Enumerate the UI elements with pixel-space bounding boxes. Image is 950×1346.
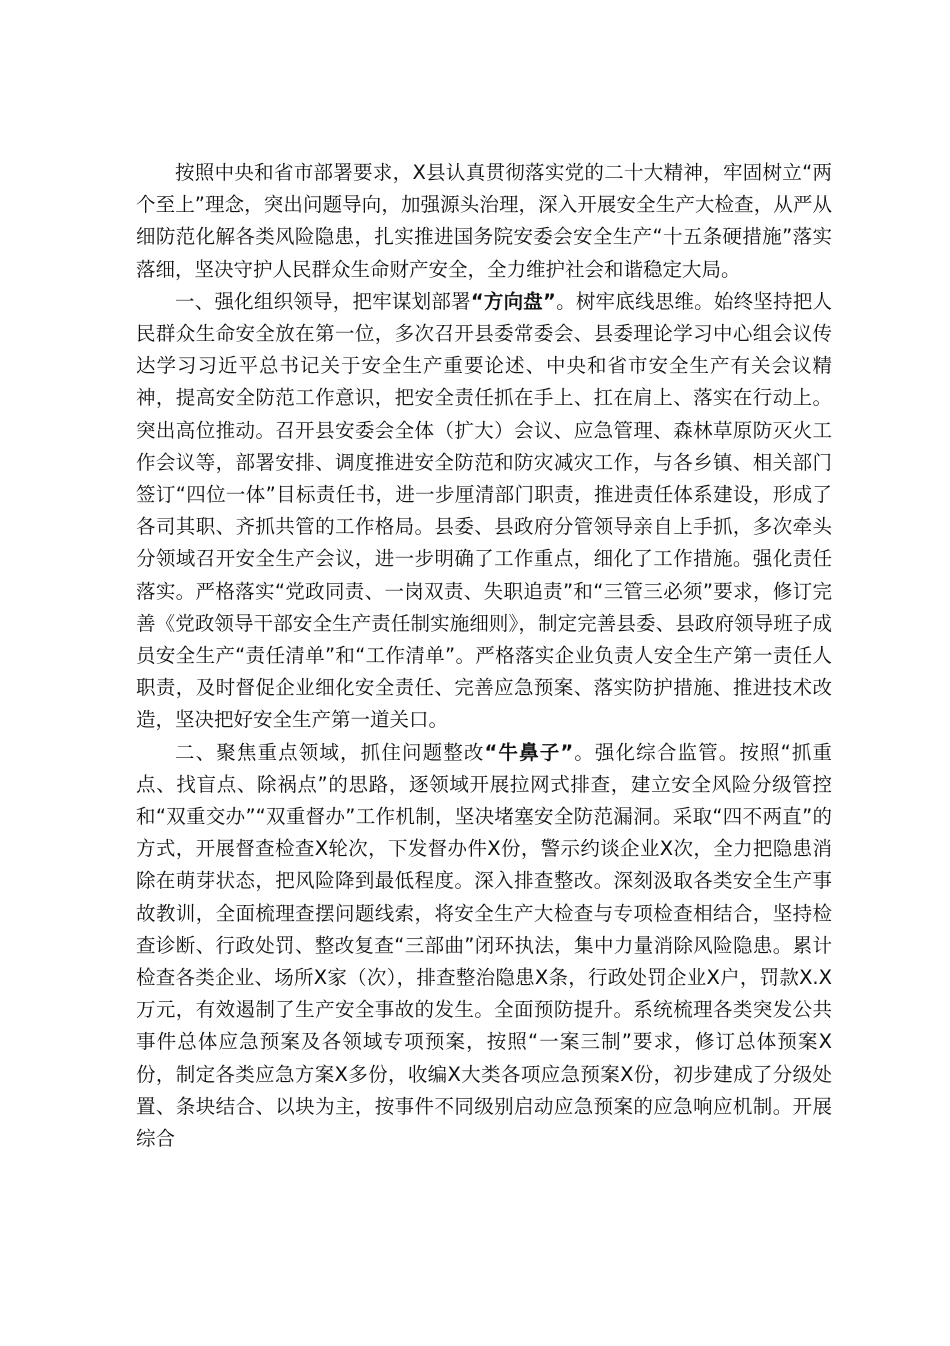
intro-text: 按照中央和省市部署要求，X县认真贯彻落实党的二十大精神，牢固树立“两个至上”理念，突出问题导向，加强源头治理，深入开展安全生产大检查，从严从细防范化解各类风险隐患，扎实推进国务院安委会安全生产“十五条硬措施”落实落细，坚决守护人民群众生命财产安全，全力维护社会和谐稳定大局。 (136, 161, 832, 281)
section-1-heading: 一、强化组织领导，把牢谋划部署 (175, 289, 471, 313)
section-2-body: 强化综合监管。按照“抓重点、找盲点、除祸点”的思路，逐领域开展拉网式排查，建立安全风险分级管控和“双重交办”“双重督办”工作机制，坚决堵塞安全防范漏洞。采取“四不两直”的方式，开展督查检查X轮次，下发督办件X份，警示约谈企业X次，全力把隐患消除在萌芽状态，把风险降到最低程度。深入排查整改。深刻汲取各类安全生产事故教训，全面梳理查摆问题线索，将安全生产大检查与专项检查相结合，坚持检查诊断、行政处罚、整改复查“三部曲”闭环执法，集中力量消除风险隐患。累计检查各类企业、场所X家（次），排查整治隐患X条，行政处罚企业X户，罚款X.X万元，有效遏制了生产安全事故的发生。全面预防提升。系统梳理各类突发公共事件总体应急预案及各领域专项预案，按照“一案三制”要求，修订总体预案X份，制定各类应急方案X多份，收编X大类各项应急预案X份，初步建成了分级处置、条块结合、以块为主，按事件不同级别启动应急预案的应急响应机制。开展综合 (136, 740, 832, 1151)
section-2-paragraph (136, 737, 832, 1156)
section-1-body: 树牢底线思维。始终坚持把人民群众生命安全放在第一位，多次召开县委常委会、县委理论学习中心组会议传达学习习近平总书记关于安全生产重要论述、中央和省市安全生产有关会议精神，提高安全防范工作意识，把安全责任抓在手上、扛在肩上、落实在行动上。突出高位推动。召开县安委会全体（扩大）会议、应急管理、森林草原防灭火工作会议等，部署安排、调度推进安全防范和防灾减灾工作，与各乡镇、相关部门签订“四位一体”目标责任书，进一步厘清部门职责，推进责任体系建设，形成了各司其职、齐抓共管的工作格局。县委、县政府分管领导亲自上手抓，多次牵头分领域召开安全生产会议，进一步明确了工作重点，细化了工作措施。强化责任落实。严格落实“党政同责、一岗双责、失职追责”和“三管三必须”要求，修订完善《党政领导干部安全生产责任制实施细则》，制定完善县委、县政府领导班子成员安全生产“责任清单”和“工作清单”。严格落实企业负责人安全生产第一责任人职责，及时督促企业细化安全责任、完善应急预案、落实防护措施、推进技术改造，坚决把好安全生产第一道关口。 (136, 289, 832, 732)
section-1-paragraph (136, 286, 832, 737)
section-2-heading: 二、聚焦重点领域，抓住问题整改 (175, 740, 485, 764)
section-1-heading-end: 。 (555, 289, 576, 313)
intro-paragraph (136, 157, 832, 286)
document-body (136, 157, 832, 1155)
section-2-heading-end: 。 (573, 740, 595, 764)
section-2-heading-emphasis: “牛鼻子” (484, 740, 574, 764)
section-1-heading-emphasis: “方向盘” (470, 289, 556, 313)
